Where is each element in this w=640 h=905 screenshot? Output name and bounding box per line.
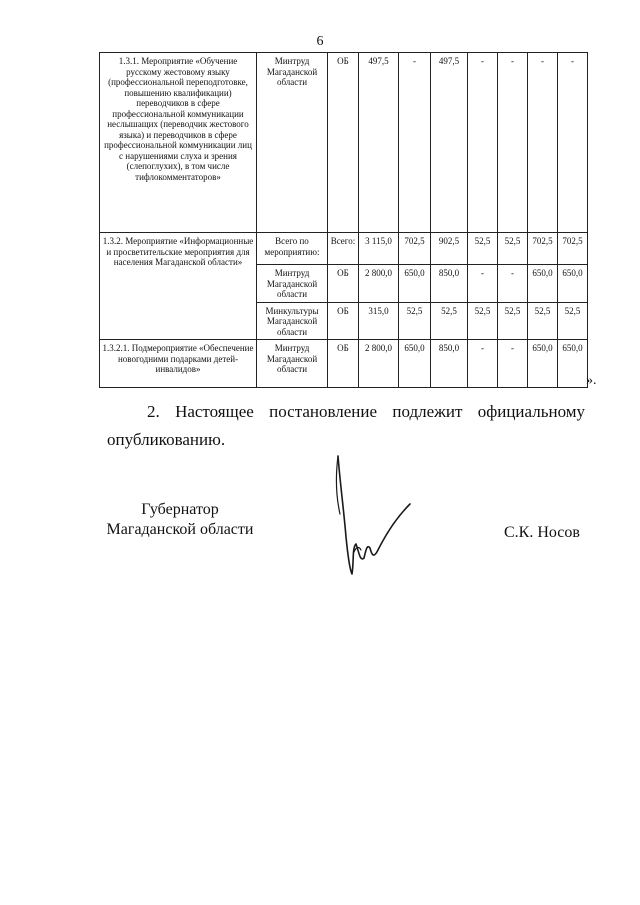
value-cell: 650,0	[558, 265, 588, 303]
value-cell: 52,5	[498, 233, 528, 265]
value-cell: 850,0	[431, 340, 468, 388]
value-cell: -	[498, 340, 528, 388]
source-cell: ОБ	[328, 265, 359, 303]
value-cell: -	[528, 53, 558, 233]
value-cell: 52,5	[468, 302, 498, 340]
signatory-name: С.К. Носов	[504, 524, 580, 541]
executor-cell: Минтруд Магаданской области	[257, 340, 328, 388]
value-cell: 52,5	[558, 302, 588, 340]
source-cell: ОБ	[328, 340, 359, 388]
value-cell: -	[399, 53, 431, 233]
value-cell: 52,5	[468, 233, 498, 265]
source-cell: ОБ	[328, 53, 359, 233]
paragraph-line-2: опубликованию.	[107, 430, 226, 449]
value-cell: 702,5	[558, 233, 588, 265]
value-cell: 2 800,0	[359, 340, 399, 388]
value-cell: 52,5	[498, 302, 528, 340]
table-row	[100, 53, 588, 233]
value-cell: -	[468, 53, 498, 233]
table-row	[100, 233, 588, 265]
value-cell: 52,5	[528, 302, 558, 340]
budget-table	[99, 52, 588, 388]
measure-name-cell: 1.3.2. Мероприятие «Информационные и просветительские мероприятия для населения Магаданской области»	[100, 233, 257, 340]
value-cell: 902,5	[431, 233, 468, 265]
executor-cell: Минкультуры Магаданской области	[257, 302, 328, 340]
value-cell: -	[468, 340, 498, 388]
value-cell: -	[468, 265, 498, 303]
handwritten-signature	[326, 452, 416, 582]
paragraph	[107, 398, 585, 454]
value-cell: -	[498, 265, 528, 303]
source-cell: ОБ	[328, 302, 359, 340]
measure-name-cell: 1.3.1. Мероприятие «Обучение русскому жестовому языку (профессиональной переподготовке, повышению квалификации) переводчиков в сфере профессиональной коммуникации неслышащих (переводчик жестового языка) и переводчиков в сфере профессиональной коммуникации лиц с нарушениями слуха и зрения (слепоглухих), в том числе тифлокомментаторов»	[100, 53, 257, 233]
executor-cell: Всего по мероприятию:	[257, 233, 328, 265]
signatory-title-line-2: Магаданской области	[106, 521, 254, 538]
value-cell: 702,5	[528, 233, 558, 265]
value-cell: -	[498, 53, 528, 233]
table-row	[100, 340, 588, 388]
value-cell: 2 800,0	[359, 265, 399, 303]
paragraph-line-1: 2. Настоящее постановление подлежит официальному	[147, 402, 585, 421]
value-cell: 315,0	[359, 302, 399, 340]
value-cell: 52,5	[399, 302, 431, 340]
value-cell: 650,0	[399, 340, 431, 388]
value-cell: 850,0	[431, 265, 468, 303]
closing-quote: ».	[586, 373, 597, 388]
page-number: 6	[316, 34, 324, 49]
source-cell: Всего:	[328, 233, 359, 265]
value-cell: 497,5	[431, 53, 468, 233]
executor-cell: Минтруд Магаданской области	[257, 265, 328, 303]
value-cell: 702,5	[399, 233, 431, 265]
signatory-title	[100, 500, 260, 540]
value-cell: 650,0	[558, 340, 588, 388]
value-cell: 650,0	[528, 265, 558, 303]
value-cell: 3 115,0	[359, 233, 399, 265]
value-cell: 650,0	[399, 265, 431, 303]
executor-cell: Минтруд Магаданской области	[257, 53, 328, 233]
value-cell: -	[558, 53, 588, 233]
value-cell: 497,5	[359, 53, 399, 233]
value-cell: 52,5	[431, 302, 468, 340]
measure-name-cell: 1.3.2.1. Подмероприятие «Обеспечение новогодними подарками детей-инвалидов»	[100, 340, 257, 388]
value-cell: 650,0	[528, 340, 558, 388]
signatory-title-line-1: Губернатор	[141, 501, 219, 518]
